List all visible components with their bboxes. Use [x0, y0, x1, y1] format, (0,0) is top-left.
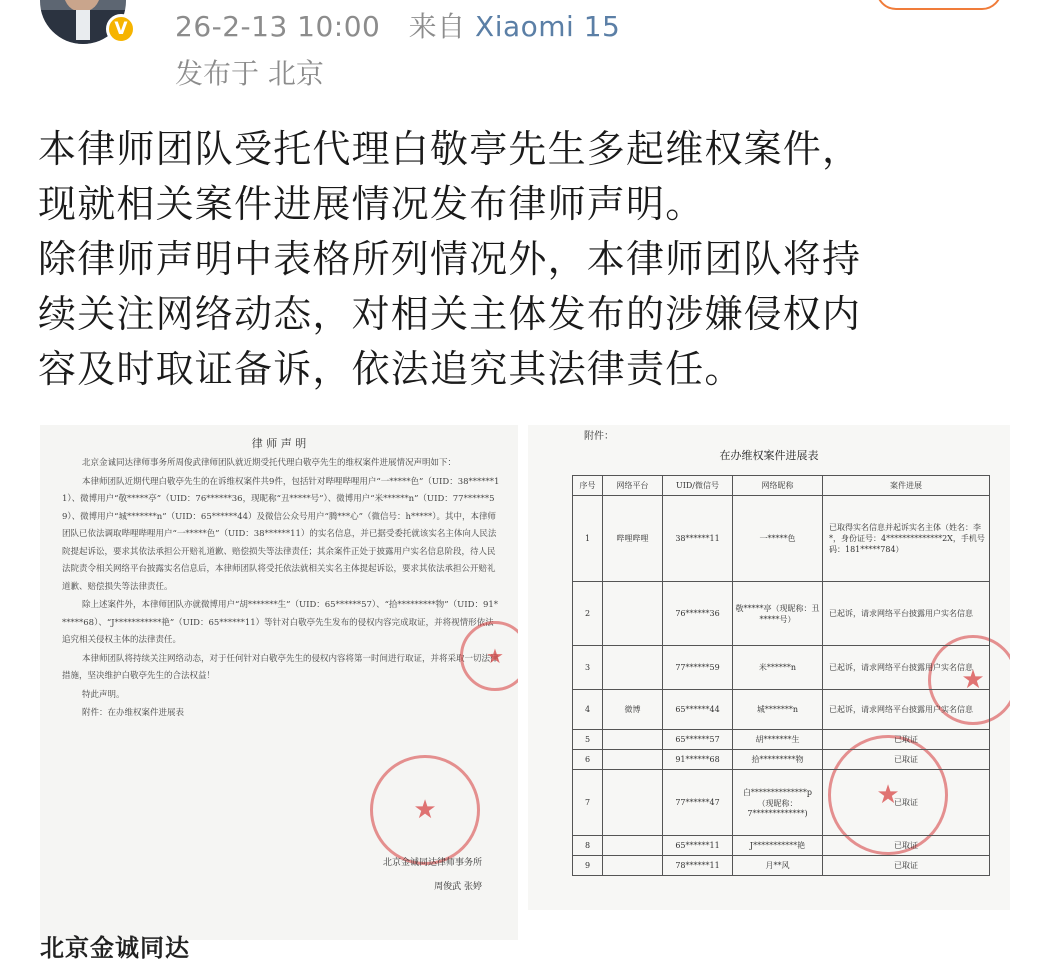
cell-nick: 月**风 — [733, 856, 823, 876]
cell-no: 7 — [573, 770, 603, 836]
table-row — [573, 582, 990, 646]
column-header: 网络昵称 — [733, 476, 823, 496]
verified-badge-icon: V — [106, 14, 136, 44]
table-header-row — [573, 476, 990, 496]
post-meta — [175, 5, 620, 45]
seal-star-icon: ★ — [486, 644, 504, 668]
cell-uid: 77******59 — [663, 646, 733, 690]
cell-progress: 已取证 — [823, 770, 990, 836]
bottom-cut-text: 北京金诚同达 — [40, 934, 190, 960]
cell-progress: 已起诉，请求网络平台披露用户实名信息 — [823, 582, 990, 646]
statement-body — [62, 455, 502, 724]
cell-nick: 白**************p（现昵称：7*************) — [733, 770, 823, 836]
avatar-shirt — [76, 10, 90, 40]
post-source-prefix: 来自 — [408, 10, 466, 43]
column-header: 案件进展 — [823, 476, 990, 496]
cell-progress: 已起诉，请求网络平台披露用户实名信息 — [823, 690, 990, 730]
statement-image[interactable] — [40, 425, 518, 940]
cell-nick: 拾*********物 — [733, 750, 823, 770]
post-line: 续关注网络动态，对相关主体发布的涉嫌侵权内 — [38, 292, 862, 336]
table-row — [573, 836, 990, 856]
cell-progress: 已取得实名信息并起诉实名主体（姓名：李*，身份证号：4**************2X，手机号码：181*****784） — [823, 496, 990, 582]
post-location: 发布于 北京 — [175, 57, 324, 90]
cell-no: 2 — [573, 582, 603, 646]
cell-platform — [603, 770, 663, 836]
cell-nick: 胡*******生 — [733, 730, 823, 750]
table-row — [573, 750, 990, 770]
column-header: UID/微信号 — [663, 476, 733, 496]
cell-platform — [603, 730, 663, 750]
post-header — [0, 0, 1042, 110]
firm-seal — [370, 755, 480, 865]
cell-nick: 敬*****亭（现昵称：丑*****号） — [733, 582, 823, 646]
column-header: 序号 — [573, 476, 603, 496]
column-header: 网络平台 — [603, 476, 663, 496]
statement-paragraph: 除上述案件外，本律师团队亦就微博用户“胡*******生”（UID：65******57）、“拾*********物”（UID：91******68）、“J***********艳”（UID：65******11）等针对白敬亭先生发布的侵权内容完成取证，并将视情形依法追究相关侵权主体的法律责任。 — [62, 600, 499, 645]
progress-table — [572, 475, 990, 876]
cell-no: 6 — [573, 750, 603, 770]
progress-table-image[interactable] — [528, 425, 1010, 910]
cell-platform — [603, 836, 663, 856]
cell-no: 3 — [573, 646, 603, 690]
post-body — [38, 122, 1008, 397]
statement-paragraph: 附件：在办维权案件进展表 — [82, 708, 185, 718]
cell-uid: 76******36 — [663, 582, 733, 646]
cell-progress: 已取证 — [823, 750, 990, 770]
cell-platform: 哔哩哔哩 — [603, 496, 663, 582]
cell-progress: 已取证 — [823, 730, 990, 750]
post-line: 除律师声明中表格所列情况外，本律师团队将持 — [38, 237, 862, 281]
cell-nick: 一*****色 — [733, 496, 823, 582]
cell-nick: 城*******n — [733, 690, 823, 730]
cell-uid: 77******47 — [663, 770, 733, 836]
cell-progress: 已取证 — [823, 856, 990, 876]
post-line: 现就相关案件进展情况发布律师声明。 — [38, 182, 705, 226]
post-timestamp: 26-2-13 10:00 — [175, 10, 381, 43]
statement-title: 律 师 声 明 — [251, 437, 307, 450]
cell-uid: 38******11 — [663, 496, 733, 582]
statement-lawyers: 周俊武 张婷 — [434, 882, 482, 892]
post-source-device[interactable]: Xiaomi 15 — [475, 10, 621, 43]
statement-firm: 北京金诚同达律师事务所 — [382, 858, 482, 868]
cell-platform — [603, 856, 663, 876]
cell-platform — [603, 646, 663, 690]
cell-uid: 65******57 — [663, 730, 733, 750]
table-row — [573, 856, 990, 876]
cell-no: 8 — [573, 836, 603, 856]
seal-star-icon: ★ — [876, 780, 900, 810]
statement-paragraph: 北京金诚同达律师事务所周俊武律师团队就近期受托代理白敬亭先生的维权案件进展情况声明如下： — [82, 458, 457, 468]
cell-no: 5 — [573, 730, 603, 750]
table-row — [573, 770, 990, 836]
cell-uid: 91******68 — [663, 750, 733, 770]
attachment-label: 附件： — [584, 431, 614, 442]
cell-platform: 微博 — [603, 690, 663, 730]
seal-star-icon: ★ — [413, 795, 437, 825]
table-row — [573, 730, 990, 750]
statement-paragraph: 本律师团队将持续关注网络动态，对于任何针对白敬亭先生的侵权内容将第一时间进行取证，并将采取一切法律措施，坚决维护白敬亭先生的合法权益！ — [62, 653, 499, 681]
statement-paragraph: 特此声明。 — [82, 689, 125, 700]
table-row — [573, 690, 990, 730]
cell-no: 9 — [573, 856, 603, 876]
cell-no: 1 — [573, 496, 603, 582]
post-line: 本律师团队受托代理白敬亭先生多起维权案件， — [38, 127, 862, 171]
statement-paragraph: 本律师团队近期代理白敬亭先生的在诉维权案件共9件，包括针对哔哩哔哩用户“一*****色”（UID：38******11）、微博用户“敬*****亭”（UID：76******36，现昵称“丑*****号”）、微博用户“米******n”（UID：77******59）、微博用户“城*******n”（UID：65******44）及微信公众号用户“腾***心”（微信号：h*****）。其中，本律师团队已依法调取哔哩哔哩用户“一*****色”（UID：38******11）的实名信息，并已据受委托就该实名主体向人民法院提起诉讼，要求其依法承担公开赔礼道歉、赔偿损失等法律责任；其余案件正处于披露用户实名信息阶段，待人民法院责令相关网络平台披露实名信息后，本律师团队将受托依法就相关实名主体提起诉讼，要求其依法承担公开赔礼道歉、赔偿损失等法律责任。 — [62, 476, 500, 592]
cell-no: 4 — [573, 690, 603, 730]
cell-uid: 65******44 — [663, 690, 733, 730]
cell-nick: J***********艳 — [733, 836, 823, 856]
cell-uid: 65******11 — [663, 836, 733, 856]
cell-uid: 78******11 — [663, 856, 733, 876]
table-row — [573, 496, 990, 582]
cell-platform — [603, 750, 663, 770]
follow-button[interactable] — [876, 0, 1002, 10]
cell-nick: 米******n — [733, 646, 823, 690]
cell-progress: 已起诉，请求网络平台披露用户实名信息 — [823, 646, 990, 690]
seal-star-icon: ★ — [961, 665, 985, 695]
table-row — [573, 646, 990, 690]
post-line: 容及时取证备诉，依法追究其法律责任。 — [38, 347, 744, 391]
cell-progress: 已取证 — [823, 836, 990, 856]
attachment-title: 在办维权案件进展表 — [719, 449, 819, 462]
cell-platform — [603, 582, 663, 646]
